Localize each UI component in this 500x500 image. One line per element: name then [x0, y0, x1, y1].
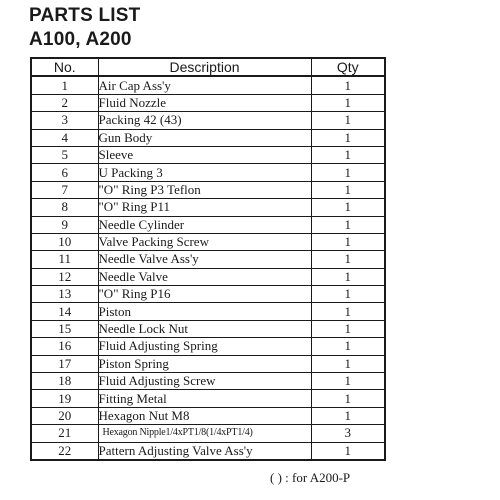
- part-number-cell: 15: [31, 320, 98, 337]
- part-qty-cell: 1: [311, 129, 385, 146]
- table-header-row: [31, 58, 385, 76]
- part-description-cell: Needle Valve Ass'y: [98, 251, 311, 268]
- part-number-cell: 4: [31, 129, 98, 146]
- table-row: [31, 390, 385, 407]
- part-qty-cell: 1: [311, 233, 385, 250]
- part-qty-cell: 1: [311, 94, 385, 111]
- part-number-cell: 14: [31, 303, 98, 320]
- part-qty-cell: 1: [311, 146, 385, 163]
- part-number-cell: 10: [31, 233, 98, 250]
- table-row: [31, 286, 385, 303]
- table-row: [31, 233, 385, 250]
- part-qty-cell: 1: [311, 355, 385, 372]
- part-description-cell: Hexagon Nut M8: [98, 407, 311, 424]
- part-description-cell: Fitting Metal: [98, 390, 311, 407]
- part-qty-cell: 1: [311, 373, 385, 390]
- parts-table: [30, 57, 386, 461]
- part-qty-cell: 1: [311, 268, 385, 285]
- model-subtitle: A100, A200: [29, 29, 132, 50]
- table-row: [31, 425, 385, 442]
- part-description-cell: "O" Ring P3 Teflon: [98, 181, 311, 198]
- footnote: ( ) : for A200-P: [270, 470, 351, 485]
- table-row: [31, 76, 385, 94]
- part-number-cell: 22: [31, 442, 98, 460]
- part-number-cell: 11: [31, 251, 98, 268]
- column-header-qty: Qty: [311, 58, 385, 76]
- table-row: [31, 94, 385, 111]
- part-number-cell: 2: [31, 94, 98, 111]
- part-qty-cell: 1: [311, 251, 385, 268]
- part-number-cell: 16: [31, 338, 98, 355]
- page-title: PARTS LIST: [29, 5, 141, 26]
- part-qty-cell: 1: [311, 303, 385, 320]
- part-description-cell: Gun Body: [98, 129, 311, 146]
- part-qty-cell: 1: [311, 181, 385, 198]
- part-number-cell: 13: [31, 286, 98, 303]
- part-number-cell: 6: [31, 164, 98, 181]
- part-description-cell: Needle Cylinder: [98, 216, 311, 233]
- part-description-cell: Valve Packing Screw: [98, 233, 311, 250]
- part-qty-cell: 1: [311, 112, 385, 129]
- part-description-cell: Pattern Adjusting Valve Ass'y: [98, 442, 311, 460]
- part-qty-cell: 1: [311, 338, 385, 355]
- part-number-cell: 3: [31, 112, 98, 129]
- table-row: [31, 373, 385, 390]
- part-qty-cell: 1: [311, 216, 385, 233]
- part-qty-cell: 1: [311, 442, 385, 460]
- part-qty-cell: 3: [311, 425, 385, 442]
- part-number-cell: 12: [31, 268, 98, 285]
- part-qty-cell: 1: [311, 286, 385, 303]
- part-number-cell: 8: [31, 199, 98, 216]
- part-qty-cell: 1: [311, 76, 385, 94]
- part-number-cell: 21: [31, 425, 98, 442]
- part-number-cell: 5: [31, 146, 98, 163]
- part-description-cell: U Packing 3: [98, 164, 311, 181]
- part-description-cell: Piston Spring: [98, 355, 311, 372]
- table-row: [31, 442, 385, 460]
- part-description-cell: Piston: [98, 303, 311, 320]
- table-row: [31, 129, 385, 146]
- part-description-cell: Sleeve: [98, 146, 311, 163]
- part-description-cell: Fluid Adjusting Screw: [98, 373, 311, 390]
- part-number-cell: 19: [31, 390, 98, 407]
- table-row: [31, 320, 385, 337]
- table-row: [31, 268, 385, 285]
- part-description-cell: "O" Ring P11: [98, 199, 311, 216]
- part-number-cell: 7: [31, 181, 98, 198]
- table-row: [31, 338, 385, 355]
- table-row: [31, 251, 385, 268]
- part-description-cell: Needle Lock Nut: [98, 320, 311, 337]
- table-row: [31, 303, 385, 320]
- table-row: [31, 146, 385, 163]
- table-row: [31, 199, 385, 216]
- part-description-cell: Air Cap Ass'y: [98, 76, 311, 94]
- parts-table-body: [31, 76, 385, 460]
- part-description-cell: Hexagon Nipple1/4xPT1/8(1/4xPT1/4): [98, 425, 311, 442]
- part-qty-cell: 1: [311, 390, 385, 407]
- part-qty-cell: 1: [311, 407, 385, 424]
- part-qty-cell: 1: [311, 320, 385, 337]
- part-description-cell: Packing 42 (43): [98, 112, 311, 129]
- part-description-cell: Fluid Adjusting Spring: [98, 338, 311, 355]
- table-row: [31, 355, 385, 372]
- part-number-cell: 1: [31, 76, 98, 94]
- table-row: [31, 216, 385, 233]
- part-qty-cell: 1: [311, 199, 385, 216]
- column-header-no: No.: [31, 58, 98, 76]
- part-number-cell: 17: [31, 355, 98, 372]
- table-row: [31, 164, 385, 181]
- part-description-cell: Fluid Nozzle: [98, 94, 311, 111]
- part-description-cell: "O" Ring P16: [98, 286, 311, 303]
- part-number-cell: 18: [31, 373, 98, 390]
- table-row: [31, 112, 385, 129]
- column-header-description: Description: [98, 58, 311, 76]
- part-number-cell: 20: [31, 407, 98, 424]
- part-number-cell: 9: [31, 216, 98, 233]
- part-qty-cell: 1: [311, 164, 385, 181]
- part-description-cell: Needle Valve: [98, 268, 311, 285]
- table-row: [31, 181, 385, 198]
- table-row: [31, 407, 385, 424]
